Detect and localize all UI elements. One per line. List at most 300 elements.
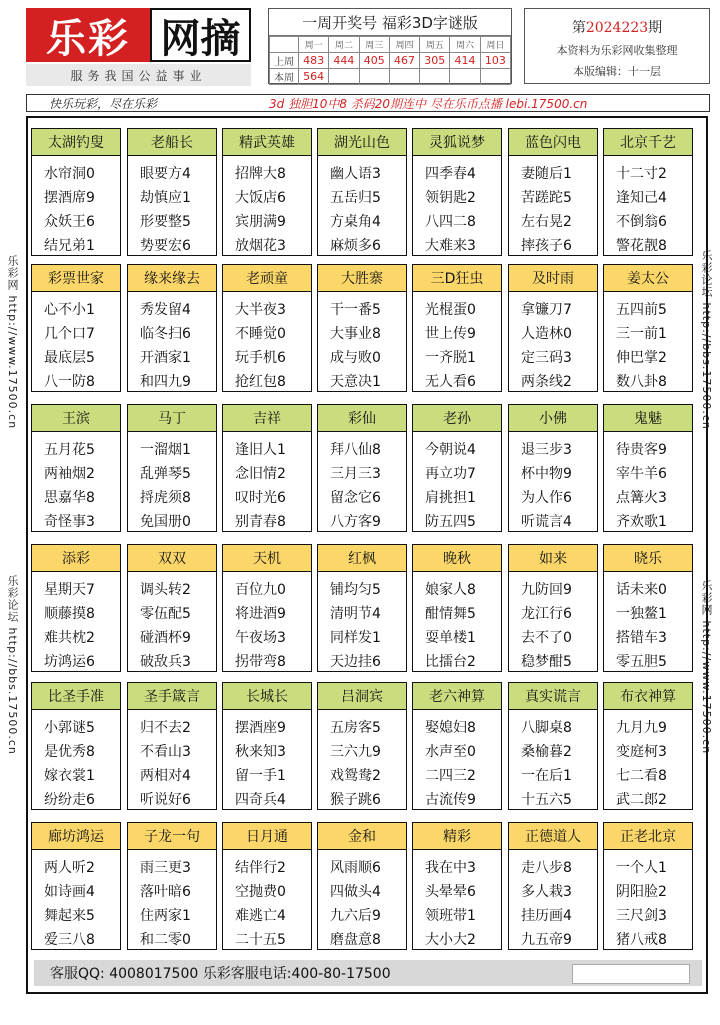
puzzle-card: [412, 264, 502, 392]
riddle-line: 四季春4: [425, 166, 476, 182]
draw-table: [269, 36, 511, 85]
card-title: 晚秋: [413, 545, 501, 572]
brand-mark: [26, 8, 251, 62]
riddle-line: 为人作6: [521, 490, 572, 506]
puzzle-card: [127, 544, 217, 672]
puzzle-card: [508, 128, 598, 256]
riddle-line: 念旧情2: [235, 466, 286, 482]
riddle-line: 武二郎2: [616, 792, 667, 808]
card-title: 正老北京: [604, 823, 692, 850]
editor-note: 本版编辑：十一层: [573, 65, 661, 78]
riddle-line: 苦蹉跎5: [521, 190, 572, 206]
riddle-line: 拜八仙8: [330, 442, 381, 458]
card-lines: [128, 432, 216, 534]
card-title: 大胜寨: [318, 265, 406, 292]
riddle-line: 水声至0: [425, 744, 476, 760]
draw-number: [329, 69, 359, 85]
riddle-line: 听谎言4: [521, 514, 572, 530]
draw-number: [420, 69, 450, 85]
puzzle-card: [317, 544, 407, 672]
riddle-line: 拿镰刀7: [521, 302, 572, 318]
day-header: 周四: [389, 37, 419, 53]
puzzle-card: [31, 682, 121, 810]
riddle-line: 齐欢歌1: [616, 514, 667, 530]
card-lines: [318, 710, 406, 812]
side-text-right-bottom: 乐彩网 http://www.17500.cn: [700, 580, 713, 755]
riddle-line: 阴阳脸2: [616, 884, 667, 900]
riddle-line: 摆酒席9: [44, 190, 95, 206]
riddle-line: 小郭谜5: [44, 720, 95, 736]
side-text-left-bottom: 乐彩论坛 http://bbs.17500.cn: [6, 575, 19, 755]
puzzle-card: [127, 822, 217, 950]
card-lines: [509, 572, 597, 674]
riddle-line: 乱弹琴5: [140, 466, 191, 482]
riddle-line: 风雨顺6: [330, 860, 381, 876]
puzzle-card: [603, 128, 693, 256]
source-note: 本资料为乐彩网收集整理: [556, 44, 678, 57]
riddle-line: 领钥匙2: [425, 190, 476, 206]
puzzle-card: [127, 404, 217, 532]
riddle-line: 再立功7: [425, 466, 476, 482]
card-lines: [509, 432, 597, 534]
card-lines: [413, 432, 501, 534]
riddle-line: 叹时光6: [235, 490, 286, 506]
riddle-line: 古流传9: [425, 792, 476, 808]
riddle-line: 免国册0: [140, 514, 191, 530]
riddle-line: 和四九9: [140, 374, 191, 390]
draw-number: 444: [329, 53, 359, 69]
draw-number: 305: [420, 53, 450, 69]
riddle-line: 劫慎应1: [140, 190, 191, 206]
card-title: 如来: [509, 545, 597, 572]
puzzle-card: [412, 544, 502, 672]
card-lines: [223, 850, 311, 952]
riddle-line: 形要整5: [140, 214, 191, 230]
card-title: 布衣神算: [604, 683, 692, 710]
riddle-line: 酣情舞5: [425, 606, 476, 622]
last-week-label: 上周: [270, 53, 299, 69]
puzzle-card: [127, 264, 217, 392]
card-title: 双双: [128, 545, 216, 572]
draw-number: 483: [299, 53, 329, 69]
riddle-line: 八一防8: [44, 374, 95, 390]
riddle-line: 三一前1: [616, 326, 667, 342]
issue-prefix: 第: [571, 20, 586, 36]
riddle-line: 一溜烟1: [140, 442, 191, 458]
card-lines: [223, 710, 311, 812]
riddle-line: 警花靓8: [616, 238, 667, 254]
puzzle-card: [222, 682, 312, 810]
riddle-line: 将进酒9: [235, 606, 286, 622]
riddle-line: 左右晃2: [521, 214, 572, 230]
riddle-line: 水帘洞0: [44, 166, 95, 182]
card-lines: [413, 156, 501, 258]
draw-number: 564: [299, 69, 329, 85]
card-lines: [509, 292, 597, 394]
riddle-line: 雨三更3: [140, 860, 191, 876]
riddle-line: 光棍蛋0: [425, 302, 476, 318]
puzzle-card: [31, 544, 121, 672]
riddle-line: 干一番5: [330, 302, 381, 318]
card-title: 长城长: [223, 683, 311, 710]
brand-white-text: 网摘: [150, 8, 251, 62]
riddle-line: 麻烦多6: [330, 238, 381, 254]
riddle-line: 桑榆暮2: [521, 744, 572, 760]
riddle-line: 大小大2: [425, 932, 476, 948]
puzzle-card: [317, 264, 407, 392]
puzzle-card: [317, 682, 407, 810]
draw-number: [389, 69, 419, 85]
day-header: 周日: [480, 37, 510, 53]
riddle-line: 星期天7: [44, 582, 95, 598]
riddle-line: 同样发1: [330, 630, 381, 646]
riddle-line: 三六九9: [330, 744, 381, 760]
riddle-line: 留一手1: [235, 768, 286, 784]
puzzle-card: [222, 822, 312, 950]
card-lines: [604, 156, 692, 258]
riddle-line: 妻随后1: [521, 166, 572, 182]
card-lines: [128, 710, 216, 812]
card-title: 彩票世家: [32, 265, 120, 292]
day-header: 周六: [450, 37, 480, 53]
riddle-line: 逢旧人1: [235, 442, 286, 458]
card-title: 老顽童: [223, 265, 311, 292]
riddle-line: 娘家人8: [425, 582, 476, 598]
riddle-line: 杯中物9: [521, 466, 572, 482]
slogan: 服务我国公益事业: [26, 64, 251, 86]
riddle-line: 猴子跳6: [330, 792, 381, 808]
riddle-line: 伸巴掌2: [616, 350, 667, 366]
card-title: 精彩: [413, 823, 501, 850]
card-title: 小佛: [509, 405, 597, 432]
riddle-line: 五房客5: [330, 720, 381, 736]
riddle-line: 宰牛羊6: [616, 466, 667, 482]
card-lines: [604, 432, 692, 534]
card-lines: [223, 156, 311, 258]
riddle-line: 空抛费0: [235, 884, 286, 900]
puzzle-card: [603, 682, 693, 810]
riddle-line: 退三步3: [521, 442, 572, 458]
card-title: 真实谎言: [509, 683, 597, 710]
riddle-line: 秀发留4: [140, 302, 191, 318]
riddle-line: 归不去2: [140, 720, 191, 736]
riddle-line: 抢红包8: [235, 374, 286, 390]
riddle-line: 五月花5: [44, 442, 95, 458]
card-title: 湖光山色: [318, 129, 406, 156]
riddle-line: 四做头4: [330, 884, 381, 900]
riddle-line: 调头转2: [140, 582, 191, 598]
puzzle-card: [317, 822, 407, 950]
card-lines: [604, 710, 692, 812]
card-lines: [128, 292, 216, 394]
card-lines: [32, 156, 120, 258]
riddle-line: 八四二8: [425, 214, 476, 230]
side-text-left-top: 乐彩网 http://www.17500.cn: [6, 255, 19, 430]
riddle-line: 思嘉华8: [44, 490, 95, 506]
puzzle-card: [603, 822, 693, 950]
riddle-line: 世上传9: [425, 326, 476, 342]
card-title: 灵狐说梦: [413, 129, 501, 156]
riddle-line: 难逃亡4: [235, 908, 286, 924]
card-lines: [413, 572, 501, 674]
puzzle-card: [222, 128, 312, 256]
card-lines: [413, 710, 501, 812]
puzzle-card: [603, 544, 693, 672]
puzzle-card: [508, 404, 598, 532]
riddle-line: 逢知己4: [616, 190, 667, 206]
riddle-line: 防五四5: [425, 514, 476, 530]
card-lines: [509, 850, 597, 952]
card-title: 比圣手准: [32, 683, 120, 710]
riddle-line: 宾朋满9: [235, 214, 286, 230]
side-text-right-top: 乐彩论坛 http://bbs.17500.cn: [700, 250, 713, 430]
card-lines: [223, 572, 311, 674]
riddle-line: 是优秀8: [44, 744, 95, 760]
card-title: 天机: [223, 545, 311, 572]
card-title: 红枫: [318, 545, 406, 572]
riddle-line: 摆酒座9: [235, 720, 286, 736]
riddle-line: 十五六5: [521, 792, 572, 808]
riddle-line: 定三码3: [521, 350, 572, 366]
riddle-line: 五岳归5: [330, 190, 381, 206]
card-title: 精武英雄: [223, 129, 311, 156]
riddle-line: 八方客9: [330, 514, 381, 530]
riddle-line: 两袖烟2: [44, 466, 95, 482]
riddle-line: 摔孩子6: [521, 238, 572, 254]
issue-number: 2024223: [585, 20, 649, 36]
puzzle-card: [317, 128, 407, 256]
puzzle-card: [31, 404, 121, 532]
riddle-line: 难共枕2: [44, 630, 95, 646]
card-lines: [32, 572, 120, 674]
riddle-line: 两条线2: [521, 374, 572, 390]
riddle-line: 龙江行6: [521, 606, 572, 622]
card-lines: [318, 572, 406, 674]
puzzle-card: [508, 682, 598, 810]
card-title: 马丁: [128, 405, 216, 432]
riddle-line: 百位九0: [235, 582, 286, 598]
riddle-line: 一独鳌1: [616, 606, 667, 622]
card-lines: [223, 432, 311, 534]
riddle-line: 无人看6: [425, 374, 476, 390]
card-title: 日月通: [223, 823, 311, 850]
card-lines: [318, 850, 406, 952]
this-week-label: 本周: [270, 69, 299, 85]
puzzle-card: [412, 822, 502, 950]
riddle-line: 方桌角4: [330, 214, 381, 230]
card-lines: [32, 850, 120, 952]
puzzle-card: [603, 404, 693, 532]
riddle-line: 耍单楼1: [425, 630, 476, 646]
riddle-line: 我在中3: [425, 860, 476, 876]
draw-number: 405: [359, 53, 389, 69]
riddle-line: 数八卦8: [616, 374, 667, 390]
riddle-line: 舞起来5: [44, 908, 95, 924]
card-title: 子龙一句: [128, 823, 216, 850]
riddle-line: 天边挂6: [330, 654, 381, 670]
riddle-line: 比擂台2: [425, 654, 476, 670]
riddle-line: 爱三八8: [44, 932, 95, 948]
day-header: 周二: [329, 37, 359, 53]
riddle-line: 如诗画4: [44, 884, 95, 900]
riddle-line: 嫁衣裳1: [44, 768, 95, 784]
tagline-right: 3d 独胆10中8 杀码20期连中 尽在乐币点播 lebi.17500.cn: [269, 96, 588, 111]
puzzle-card: [508, 822, 598, 950]
footer-bar: [34, 960, 702, 986]
draw-number: 414: [450, 53, 480, 69]
riddle-line: 搭错车3: [616, 630, 667, 646]
card-title: 添彩: [32, 545, 120, 572]
card-title: 吕洞宾: [318, 683, 406, 710]
riddle-line: 九月九9: [616, 720, 667, 736]
riddle-line: 破敌兵3: [140, 654, 191, 670]
riddle-line: 开酒家1: [140, 350, 191, 366]
riddle-line: 天意决1: [330, 374, 381, 390]
riddle-line: 一在后1: [521, 768, 572, 784]
riddle-line: 娶媳妇8: [425, 720, 476, 736]
riddle-line: 几个口7: [44, 326, 95, 342]
riddle-line: 十二寸2: [616, 166, 667, 182]
card-title: 王滨: [32, 405, 120, 432]
card-title: 三D狂虫: [413, 265, 501, 292]
riddle-line: 眼要方4: [140, 166, 191, 182]
riddle-line: 走八步8: [521, 860, 572, 876]
riddle-line: 两人听2: [44, 860, 95, 876]
card-lines: [413, 850, 501, 952]
riddle-line: 大半夜3: [235, 302, 286, 318]
riddle-line: 点篝火3: [616, 490, 667, 506]
card-title: 蓝色闪电: [509, 129, 597, 156]
card-title: 圣手箴言: [128, 683, 216, 710]
draw-number: [450, 69, 480, 85]
riddle-line: 大难来3: [425, 238, 476, 254]
riddle-line: 三尺剑3: [616, 908, 667, 924]
riddle-line: 一齐脱1: [425, 350, 476, 366]
riddle-line: 头晕晕6: [425, 884, 476, 900]
draw-number: [480, 69, 510, 85]
card-lines: [604, 850, 692, 952]
footer-blank-box: [572, 964, 690, 984]
riddle-line: 四奇兵4: [235, 792, 286, 808]
card-lines: [128, 572, 216, 674]
riddle-line: 落叶暗6: [140, 884, 191, 900]
riddle-line: 零五胆5: [616, 654, 667, 670]
riddle-line: 人造林0: [521, 326, 572, 342]
draw-title: 一周开奖号 福彩3D字谜版: [269, 9, 511, 36]
riddle-line: 结伴行2: [235, 860, 286, 876]
riddle-line: 去不了0: [521, 630, 572, 646]
card-lines: [32, 432, 120, 534]
riddle-line: 幽人语3: [330, 166, 381, 182]
riddle-line: 住两家1: [140, 908, 191, 924]
card-title: 彩仙: [318, 405, 406, 432]
puzzle-card: [508, 544, 598, 672]
riddle-line: 三月三3: [330, 466, 381, 482]
card-title: 金和: [318, 823, 406, 850]
riddle-line: 九六后9: [330, 908, 381, 924]
draw-number: [359, 69, 389, 85]
card-lines: [413, 292, 501, 394]
riddle-line: 众妖王6: [44, 214, 95, 230]
card-lines: [318, 156, 406, 258]
riddle-line: 顺藤摸8: [44, 606, 95, 622]
riddle-line: 碰酒杯9: [140, 630, 191, 646]
riddle-line: 不倒翁6: [616, 214, 667, 230]
riddle-line: 戏鸳鸯2: [330, 768, 381, 784]
contact-info: 客服QQ: 4008017500 乐彩客服电话:400-80-17500: [50, 966, 391, 982]
day-header: 周三: [359, 37, 389, 53]
riddle-line: 最底层5: [44, 350, 95, 366]
riddle-line: 秋来知3: [235, 744, 286, 760]
riddle-line: 待贵客9: [616, 442, 667, 458]
riddle-line: 不睡觉0: [235, 326, 286, 342]
riddle-line: 坊鸿运6: [44, 654, 95, 670]
riddle-line: 五四前5: [616, 302, 667, 318]
puzzle-card: [412, 682, 502, 810]
riddle-line: 九五帝9: [521, 932, 572, 948]
card-title: 北京千艺: [604, 129, 692, 156]
riddle-line: 成与败0: [330, 350, 381, 366]
corner-cell: [270, 37, 299, 53]
card-lines: [509, 710, 597, 812]
riddle-line: 别青春8: [235, 514, 286, 530]
card-title: 及时雨: [509, 265, 597, 292]
card-lines: [509, 156, 597, 258]
riddle-line: 势要宏6: [140, 238, 191, 254]
riddle-line: 和二零0: [140, 932, 191, 948]
riddle-line: 招牌大8: [235, 166, 286, 182]
riddle-line: 大事业8: [330, 326, 381, 342]
riddle-line: 心不小1: [44, 302, 95, 318]
day-header: 周五: [420, 37, 450, 53]
card-title: 缘来缘去: [128, 265, 216, 292]
draw-number: 467: [389, 53, 419, 69]
riddle-line: 多人栽3: [521, 884, 572, 900]
riddle-line: 两相对4: [140, 768, 191, 784]
riddle-line: 稳梦酣5: [521, 654, 572, 670]
puzzle-card: [317, 404, 407, 532]
card-title: 晓乐: [604, 545, 692, 572]
puzzle-card: [412, 128, 502, 256]
day-header: 周一: [299, 37, 329, 53]
issue-suffix: 期: [648, 20, 663, 36]
riddle-line: 今朝说4: [425, 442, 476, 458]
puzzle-card: [127, 682, 217, 810]
card-title: 廊坊鸿运: [32, 823, 120, 850]
puzzle-card: [603, 264, 693, 392]
riddle-line: 磨盘意8: [330, 932, 381, 948]
issue-line: [525, 17, 709, 37]
card-title: 太湖钓叟: [32, 129, 120, 156]
puzzle-card: [31, 822, 121, 950]
riddle-line: 变庭柯3: [616, 744, 667, 760]
card-title: 老六神算: [413, 683, 501, 710]
card-lines: [604, 292, 692, 394]
riddle-line: 午夜场3: [235, 630, 286, 646]
riddle-line: 一个人1: [616, 860, 667, 876]
card-lines: [32, 710, 120, 812]
card-lines: [318, 432, 406, 534]
riddle-line: 七二看8: [616, 768, 667, 784]
puzzle-card: [412, 404, 502, 532]
riddle-line: 铺均匀5: [330, 582, 381, 598]
puzzle-card: [127, 128, 217, 256]
logo: [26, 8, 251, 83]
riddle-line: 猪八戒8: [616, 932, 667, 948]
card-lines: [128, 156, 216, 258]
riddle-line: 不看山3: [140, 744, 191, 760]
brand-red-text: 乐彩: [26, 8, 150, 62]
